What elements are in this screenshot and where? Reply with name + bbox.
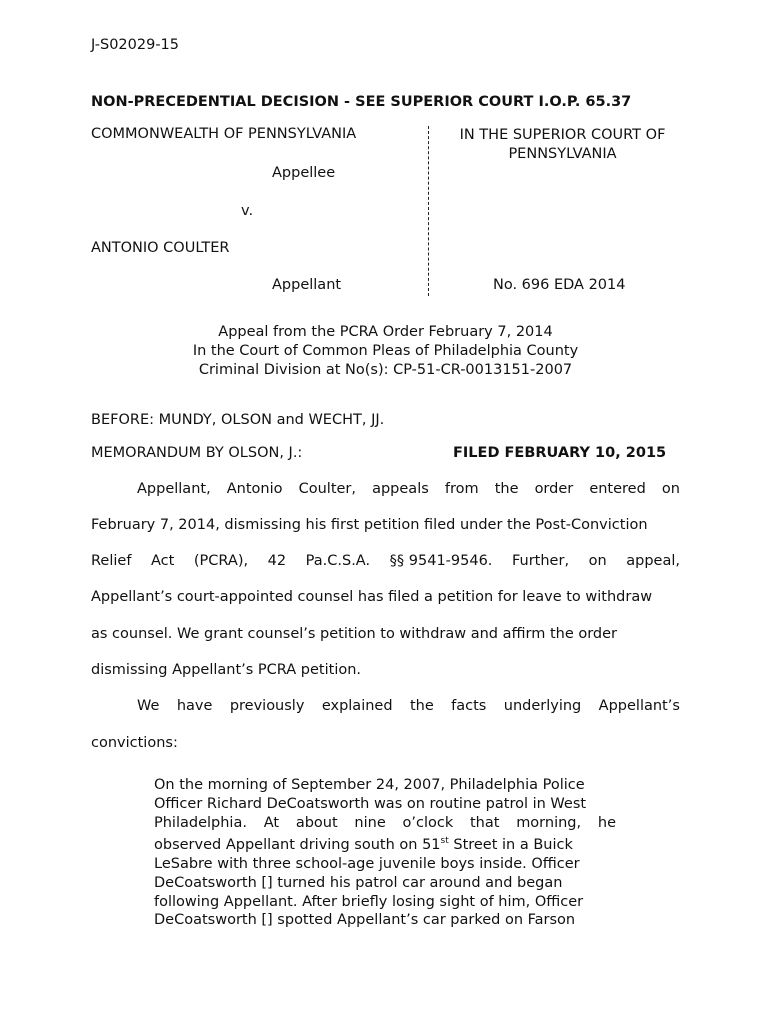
word: order: [534, 481, 574, 497]
ordinal-superscript: st: [440, 836, 449, 847]
quote-line-2: [154, 795, 616, 814]
quote-text: DeCoatsworth [] turned his patrol car around and began: [154, 874, 563, 891]
quote-text: DeCoatsworth [] spotted Appellant’s car parked on Farson: [154, 912, 576, 929]
caption-divider: [428, 126, 429, 296]
appellee-name: COMMONWEALTH OF PENNSYLVANIA: [91, 126, 357, 142]
word: the: [409, 698, 434, 714]
quote-text: [154, 832, 573, 855]
word: Relief: [91, 553, 132, 569]
non-precedential-notice: NON-PRECEDENTIAL DECISION - SEE SUPERIOR COURT I.O.P. 65.37: [91, 94, 632, 110]
quote-text: Officer Richard DeCoatsworth was on routine patrol in West: [154, 795, 587, 812]
word: Philadelphia.: [154, 814, 247, 831]
word: morning,: [516, 814, 582, 831]
word: o’clock: [402, 814, 454, 831]
before-panel: BEFORE: MUNDY, OLSON and WECHT, JJ.: [91, 412, 385, 428]
word: nine: [354, 814, 386, 831]
appeal-line-2: In the Court of Common Pleas of Philadelphia County: [192, 343, 579, 359]
word: from: [444, 481, 479, 497]
word: At: [263, 814, 280, 831]
word: that: [469, 814, 500, 831]
quote-text: following Appellant. After briefly losing sight of him, Officer: [154, 893, 584, 910]
block-quote: [154, 776, 616, 930]
case-number: No. 696 EDA 2014: [493, 277, 626, 293]
word: on: [588, 553, 607, 569]
quote-line-4: [154, 832, 616, 855]
para1-line-1: [137, 481, 680, 497]
quote-text-part: observed Appellant driving south on 51: [154, 837, 441, 854]
quote-line-6: [154, 874, 616, 893]
word: facts: [451, 698, 487, 714]
para2-line-2: convictions:: [91, 735, 178, 751]
word: Further,: [511, 553, 570, 569]
word: Appellant’s: [598, 698, 680, 714]
word: 42: [267, 553, 287, 569]
quote-line-3: [154, 814, 616, 833]
word: appeal,: [626, 553, 680, 569]
appellant-role: Appellant: [272, 277, 342, 293]
quote-line-7: [154, 893, 616, 912]
word: have: [176, 698, 213, 714]
para1-line-4: Appellant’s court-appointed counsel has filed a petition for leave to withdraw: [91, 589, 653, 605]
para1-line-2: February 7, 2014, dismissing his first petition filed under the Post-Conviction: [91, 517, 648, 533]
appeal-line-1: Appeal from the PCRA Order February 7, 2014: [218, 324, 553, 340]
quote-text-part: Street in a Buick: [448, 837, 573, 854]
word: the: [494, 481, 519, 497]
word: Appellant,: [137, 481, 211, 497]
quote-line-8: [154, 911, 616, 930]
word: about: [295, 814, 338, 831]
word: previously: [229, 698, 305, 714]
word: Pa.C.S.A.: [305, 553, 371, 569]
word: underlying: [503, 698, 582, 714]
quote-text: LeSabre with three school-age juvenile boys inside. Officer: [154, 856, 580, 873]
word: he: [597, 814, 616, 831]
para1-line-5: as counsel. We grant counsel’s petition to withdraw and affirm the order: [91, 626, 618, 642]
para1-line-3: [91, 553, 680, 569]
docket-number: J-S02029-15: [91, 37, 180, 53]
word: Antonio: [226, 481, 283, 497]
filed-date: FILED FEBRUARY 10, 2015: [453, 445, 667, 461]
appellant-name: ANTONIO COULTER: [91, 240, 230, 256]
word: appeals: [372, 481, 429, 497]
word: We: [137, 698, 160, 714]
appeal-info: [91, 323, 680, 380]
appeal-line-3: Criminal Division at No(s): CP-51-CR-0013151-2007: [198, 362, 573, 378]
word: entered: [589, 481, 646, 497]
word: §§ 9541-9546.: [389, 553, 493, 569]
word: (PCRA),: [193, 553, 249, 569]
word: Act: [151, 553, 175, 569]
versus-label: v.: [241, 203, 254, 219]
word: Coulter,: [298, 481, 357, 497]
quote-line-1: [154, 776, 616, 795]
quote-line-5: [154, 855, 616, 874]
appellee-role: Appellee: [272, 165, 336, 181]
quote-text: On the morning of September 24, 2007, Philadelphia Police: [154, 777, 585, 793]
court-name: IN THE SUPERIOR COURT OF PENNSYLVANIA: [459, 127, 666, 162]
para2-line-1: [137, 698, 680, 714]
word: on: [661, 481, 680, 497]
para1-line-6: dismissing Appellant’s PCRA petition.: [91, 662, 362, 678]
word: explained: [321, 698, 393, 714]
memorandum-author: MEMORANDUM BY OLSON, J.:: [91, 445, 303, 461]
